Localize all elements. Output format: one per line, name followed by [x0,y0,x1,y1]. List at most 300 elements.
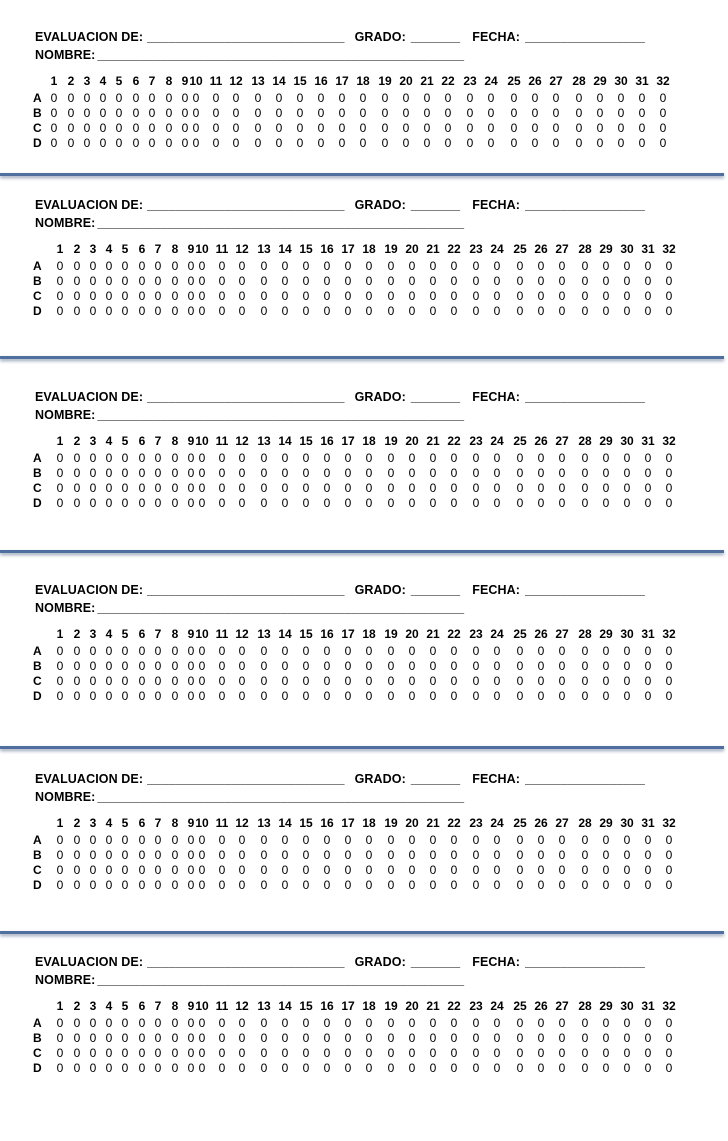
answer-bubble[interactable]: 0 [558,451,566,465]
answer-bubble[interactable]: 0 [493,1016,501,1030]
answer-bubble[interactable]: 0 [387,659,395,673]
answer-bubble[interactable]: 0 [581,481,589,495]
answer-bubble[interactable]: 0 [602,451,610,465]
answer-bubble[interactable]: 0 [187,451,195,465]
answer-bubble[interactable]: 0 [323,289,331,303]
answer-bubble[interactable]: 0 [105,1016,113,1030]
answer-bubble[interactable]: 0 [531,121,539,135]
answer-bubble[interactable]: 0 [154,848,162,862]
answer-bubble[interactable]: 0 [558,659,566,673]
answer-bubble[interactable]: 0 [516,289,524,303]
answer-bubble[interactable]: 0 [344,304,352,318]
answer-bubble[interactable]: 0 [365,1031,373,1045]
answer-bubble[interactable]: 0 [171,833,179,847]
answer-bubble[interactable]: 0 [238,466,246,480]
answer-bubble[interactable]: 0 [138,863,146,877]
answer-bubble[interactable]: 0 [281,848,289,862]
answer-bubble[interactable]: 0 [83,106,91,120]
answer-bubble[interactable]: 0 [302,848,310,862]
answer-bubble[interactable]: 0 [281,1016,289,1030]
answer-bubble[interactable]: 0 [558,878,566,892]
answer-bubble[interactable]: 0 [121,1061,129,1075]
answer-bubble[interactable]: 0 [558,644,566,658]
answer-bubble[interactable]: 0 [154,689,162,703]
answer-bubble[interactable]: 0 [644,481,652,495]
answer-bubble[interactable]: 0 [552,136,560,150]
answer-bubble[interactable]: 0 [359,121,367,135]
answer-bubble[interactable]: 0 [623,1031,631,1045]
answer-bubble[interactable]: 0 [429,289,437,303]
answer-bubble[interactable]: 0 [212,136,220,150]
answer-bubble[interactable]: 0 [187,274,195,288]
answer-bubble[interactable]: 0 [281,878,289,892]
answer-bubble[interactable]: 0 [665,304,673,318]
answer-bubble[interactable]: 0 [429,674,437,688]
answer-bubble[interactable]: 0 [121,481,129,495]
answer-bubble[interactable]: 0 [56,481,64,495]
answer-bubble[interactable]: 0 [105,451,113,465]
answer-bubble[interactable]: 0 [187,1016,195,1030]
fecha-blank[interactable]: _________________ [525,955,645,969]
answer-bubble[interactable]: 0 [198,1061,206,1075]
answer-bubble[interactable]: 0 [218,644,226,658]
answer-bubble[interactable]: 0 [429,1046,437,1060]
answer-bubble[interactable]: 0 [365,644,373,658]
answer-bubble[interactable]: 0 [218,1046,226,1060]
answer-bubble[interactable]: 0 [344,1016,352,1030]
answer-bubble[interactable]: 0 [73,259,81,273]
answer-bubble[interactable]: 0 [212,91,220,105]
answer-bubble[interactable]: 0 [148,121,156,135]
answer-bubble[interactable]: 0 [260,674,268,688]
answer-bubble[interactable]: 0 [450,878,458,892]
answer-bubble[interactable]: 0 [402,91,410,105]
answer-bubble[interactable]: 0 [171,1031,179,1045]
answer-bubble[interactable]: 0 [192,136,200,150]
answer-bubble[interactable]: 0 [89,466,97,480]
answer-bubble[interactable]: 0 [83,91,91,105]
answer-bubble[interactable]: 0 [344,1031,352,1045]
answer-bubble[interactable]: 0 [493,1061,501,1075]
answer-bubble[interactable]: 0 [323,466,331,480]
answer-bubble[interactable]: 0 [281,259,289,273]
answer-bubble[interactable]: 0 [510,121,518,135]
answer-bubble[interactable]: 0 [154,481,162,495]
answer-bubble[interactable]: 0 [165,106,173,120]
answer-bubble[interactable]: 0 [644,659,652,673]
answer-bubble[interactable]: 0 [623,1061,631,1075]
answer-bubble[interactable]: 0 [218,496,226,510]
answer-bubble[interactable]: 0 [450,289,458,303]
answer-bubble[interactable]: 0 [450,259,458,273]
answer-bubble[interactable]: 0 [516,451,524,465]
answer-bubble[interactable]: 0 [148,136,156,150]
answer-bubble[interactable]: 0 [516,674,524,688]
answer-bubble[interactable]: 0 [387,863,395,877]
answer-bubble[interactable]: 0 [602,481,610,495]
answer-bubble[interactable]: 0 [73,689,81,703]
answer-bubble[interactable]: 0 [638,121,646,135]
answer-bubble[interactable]: 0 [260,644,268,658]
answer-bubble[interactable]: 0 [254,106,262,120]
answer-bubble[interactable]: 0 [602,1031,610,1045]
answer-bubble[interactable]: 0 [187,689,195,703]
answer-bubble[interactable]: 0 [408,644,416,658]
answer-bubble[interactable]: 0 [121,644,129,658]
answer-bubble[interactable]: 0 [73,481,81,495]
answer-bubble[interactable]: 0 [198,274,206,288]
answer-bubble[interactable]: 0 [275,121,283,135]
answer-bubble[interactable]: 0 [429,863,437,877]
answer-bubble[interactable]: 0 [493,289,501,303]
nombre-blank[interactable]: ____________________________________________________ [97,601,465,615]
answer-bubble[interactable]: 0 [487,91,495,105]
answer-bubble[interactable]: 0 [302,659,310,673]
answer-bubble[interactable]: 0 [581,833,589,847]
answer-bubble[interactable]: 0 [56,451,64,465]
answer-bubble[interactable]: 0 [644,274,652,288]
answer-bubble[interactable]: 0 [429,833,437,847]
answer-bubble[interactable]: 0 [218,878,226,892]
answer-bubble[interactable]: 0 [493,1031,501,1045]
answer-bubble[interactable]: 0 [67,106,75,120]
answer-bubble[interactable]: 0 [623,259,631,273]
answer-bubble[interactable]: 0 [408,1031,416,1045]
answer-bubble[interactable]: 0 [73,1031,81,1045]
answer-bubble[interactable]: 0 [365,289,373,303]
answer-bubble[interactable]: 0 [450,274,458,288]
answer-bubble[interactable]: 0 [89,833,97,847]
answer-bubble[interactable]: 0 [665,481,673,495]
answer-bubble[interactable]: 0 [121,289,129,303]
answer-bubble[interactable]: 0 [238,1046,246,1060]
answer-bubble[interactable]: 0 [450,1016,458,1030]
answer-bubble[interactable]: 0 [602,878,610,892]
answer-bubble[interactable]: 0 [365,1061,373,1075]
answer-bubble[interactable]: 0 [67,121,75,135]
answer-bubble[interactable]: 0 [450,659,458,673]
answer-bubble[interactable]: 0 [218,466,226,480]
answer-bubble[interactable]: 0 [558,289,566,303]
answer-bubble[interactable]: 0 [254,136,262,150]
answer-bubble[interactable]: 0 [472,1046,480,1060]
answer-bubble[interactable]: 0 [602,466,610,480]
answer-bubble[interactable]: 0 [408,289,416,303]
answer-bubble[interactable]: 0 [516,1016,524,1030]
answer-bubble[interactable]: 0 [516,833,524,847]
answer-bubble[interactable]: 0 [387,1046,395,1060]
answer-bubble[interactable]: 0 [105,466,113,480]
answer-bubble[interactable]: 0 [302,644,310,658]
answer-bubble[interactable]: 0 [73,289,81,303]
answer-bubble[interactable]: 0 [187,878,195,892]
answer-bubble[interactable]: 0 [238,304,246,318]
answer-bubble[interactable]: 0 [602,863,610,877]
answer-bubble[interactable]: 0 [602,644,610,658]
answer-bubble[interactable]: 0 [581,304,589,318]
answer-bubble[interactable]: 0 [73,863,81,877]
answer-bubble[interactable]: 0 [105,1046,113,1060]
answer-bubble[interactable]: 0 [581,689,589,703]
answer-bubble[interactable]: 0 [581,274,589,288]
answer-bubble[interactable]: 0 [602,496,610,510]
answer-bubble[interactable]: 0 [408,259,416,273]
answer-bubble[interactable]: 0 [638,136,646,150]
answer-bubble[interactable]: 0 [623,481,631,495]
grado-blank[interactable]: _______ [410,390,461,404]
answer-bubble[interactable]: 0 [381,91,389,105]
answer-bubble[interactable]: 0 [154,1016,162,1030]
answer-bubble[interactable]: 0 [302,496,310,510]
answer-bubble[interactable]: 0 [281,1031,289,1045]
answer-bubble[interactable]: 0 [596,121,604,135]
evaluacion-blank[interactable]: ____________________________ [147,30,345,44]
answer-bubble[interactable]: 0 [302,1046,310,1060]
answer-bubble[interactable]: 0 [281,274,289,288]
answer-bubble[interactable]: 0 [429,466,437,480]
answer-bubble[interactable]: 0 [359,91,367,105]
answer-bubble[interactable]: 0 [154,1046,162,1060]
answer-bubble[interactable]: 0 [323,451,331,465]
answer-bubble[interactable]: 0 [50,106,58,120]
answer-bubble[interactable]: 0 [429,1016,437,1030]
answer-bubble[interactable]: 0 [472,878,480,892]
answer-bubble[interactable]: 0 [154,644,162,658]
answer-bubble[interactable]: 0 [537,496,545,510]
answer-bubble[interactable]: 0 [56,848,64,862]
answer-bubble[interactable]: 0 [537,274,545,288]
answer-bubble[interactable]: 0 [408,466,416,480]
answer-bubble[interactable]: 0 [623,659,631,673]
answer-bubble[interactable]: 0 [408,878,416,892]
answer-bubble[interactable]: 0 [56,289,64,303]
answer-bubble[interactable]: 0 [198,674,206,688]
answer-bubble[interactable]: 0 [623,1016,631,1030]
answer-bubble[interactable]: 0 [516,259,524,273]
answer-bubble[interactable]: 0 [659,91,667,105]
answer-bubble[interactable]: 0 [323,1031,331,1045]
answer-bubble[interactable]: 0 [558,1046,566,1060]
answer-bubble[interactable]: 0 [516,1046,524,1060]
answer-bubble[interactable]: 0 [429,274,437,288]
answer-bubble[interactable]: 0 [602,689,610,703]
answer-bubble[interactable]: 0 [171,304,179,318]
answer-bubble[interactable]: 0 [323,274,331,288]
answer-bubble[interactable]: 0 [187,674,195,688]
answer-bubble[interactable]: 0 [121,1016,129,1030]
answer-bubble[interactable]: 0 [617,121,625,135]
answer-bubble[interactable]: 0 [581,878,589,892]
answer-bubble[interactable]: 0 [105,848,113,862]
answer-bubble[interactable]: 0 [154,496,162,510]
answer-bubble[interactable]: 0 [429,304,437,318]
answer-bubble[interactable]: 0 [387,481,395,495]
answer-bubble[interactable]: 0 [198,1016,206,1030]
answer-bubble[interactable]: 0 [105,259,113,273]
answer-bubble[interactable]: 0 [73,848,81,862]
answer-bubble[interactable]: 0 [73,659,81,673]
answer-bubble[interactable]: 0 [429,689,437,703]
answer-bubble[interactable]: 0 [323,863,331,877]
answer-bubble[interactable]: 0 [531,136,539,150]
answer-bubble[interactable]: 0 [56,689,64,703]
answer-bubble[interactable]: 0 [154,833,162,847]
answer-bubble[interactable]: 0 [429,878,437,892]
answer-bubble[interactable]: 0 [121,451,129,465]
answer-bubble[interactable]: 0 [260,659,268,673]
answer-bubble[interactable]: 0 [198,644,206,658]
answer-bubble[interactable]: 0 [365,259,373,273]
answer-bubble[interactable]: 0 [198,848,206,862]
answer-bubble[interactable]: 0 [56,274,64,288]
answer-bubble[interactable]: 0 [323,1016,331,1030]
answer-bubble[interactable]: 0 [73,674,81,688]
answer-bubble[interactable]: 0 [365,848,373,862]
answer-bubble[interactable]: 0 [323,644,331,658]
answer-bubble[interactable]: 0 [121,259,129,273]
answer-bubble[interactable]: 0 [387,496,395,510]
answer-bubble[interactable]: 0 [516,481,524,495]
answer-bubble[interactable]: 0 [516,274,524,288]
answer-bubble[interactable]: 0 [121,674,129,688]
answer-bubble[interactable]: 0 [516,496,524,510]
answer-bubble[interactable]: 0 [138,274,146,288]
answer-bubble[interactable]: 0 [138,289,146,303]
answer-bubble[interactable]: 0 [423,121,431,135]
answer-bubble[interactable]: 0 [198,304,206,318]
answer-bubble[interactable]: 0 [472,833,480,847]
answer-bubble[interactable]: 0 [472,674,480,688]
answer-bubble[interactable]: 0 [56,674,64,688]
evaluacion-blank[interactable]: ____________________________ [147,772,345,786]
answer-bubble[interactable]: 0 [56,644,64,658]
fecha-blank[interactable]: _________________ [525,390,645,404]
answer-bubble[interactable]: 0 [56,1016,64,1030]
answer-bubble[interactable]: 0 [472,289,480,303]
answer-bubble[interactable]: 0 [623,289,631,303]
answer-bubble[interactable]: 0 [99,121,107,135]
answer-bubble[interactable]: 0 [323,689,331,703]
answer-bubble[interactable]: 0 [493,848,501,862]
answer-bubble[interactable]: 0 [154,304,162,318]
answer-bubble[interactable]: 0 [387,289,395,303]
answer-bubble[interactable]: 0 [581,451,589,465]
answer-bubble[interactable]: 0 [260,274,268,288]
answer-bubble[interactable]: 0 [138,674,146,688]
answer-bubble[interactable]: 0 [429,644,437,658]
answer-bubble[interactable]: 0 [198,689,206,703]
answer-bubble[interactable]: 0 [89,451,97,465]
answer-bubble[interactable]: 0 [154,878,162,892]
nombre-blank[interactable]: ____________________________________________________ [97,790,465,804]
answer-bubble[interactable]: 0 [365,451,373,465]
answer-bubble[interactable]: 0 [73,1061,81,1075]
answer-bubble[interactable]: 0 [232,106,240,120]
answer-bubble[interactable]: 0 [138,1061,146,1075]
answer-bubble[interactable]: 0 [344,496,352,510]
answer-bubble[interactable]: 0 [132,121,140,135]
answer-bubble[interactable]: 0 [581,1046,589,1060]
answer-bubble[interactable]: 0 [450,1046,458,1060]
answer-bubble[interactable]: 0 [198,863,206,877]
answer-bubble[interactable]: 0 [138,481,146,495]
fecha-blank[interactable]: _________________ [525,198,645,212]
answer-bubble[interactable]: 0 [558,466,566,480]
answer-bubble[interactable]: 0 [260,259,268,273]
answer-bubble[interactable]: 0 [387,1016,395,1030]
answer-bubble[interactable]: 0 [493,689,501,703]
answer-bubble[interactable]: 0 [558,1061,566,1075]
answer-bubble[interactable]: 0 [281,1046,289,1060]
answer-bubble[interactable]: 0 [115,136,123,150]
answer-bubble[interactable]: 0 [558,1031,566,1045]
answer-bubble[interactable]: 0 [423,106,431,120]
answer-bubble[interactable]: 0 [187,289,195,303]
answer-bubble[interactable]: 0 [192,121,200,135]
answer-bubble[interactable]: 0 [344,878,352,892]
answer-bubble[interactable]: 0 [121,466,129,480]
fecha-blank[interactable]: _________________ [525,583,645,597]
answer-bubble[interactable]: 0 [659,121,667,135]
answer-bubble[interactable]: 0 [218,659,226,673]
answer-bubble[interactable]: 0 [73,304,81,318]
answer-bubble[interactable]: 0 [198,1031,206,1045]
answer-bubble[interactable]: 0 [558,689,566,703]
answer-bubble[interactable]: 0 [665,466,673,480]
answer-bubble[interactable]: 0 [281,833,289,847]
answer-bubble[interactable]: 0 [56,304,64,318]
answer-bubble[interactable]: 0 [323,1046,331,1060]
answer-bubble[interactable]: 0 [83,121,91,135]
answer-bubble[interactable]: 0 [665,259,673,273]
answer-bubble[interactable]: 0 [121,878,129,892]
answer-bubble[interactable]: 0 [323,848,331,862]
answer-bubble[interactable]: 0 [89,848,97,862]
answer-bubble[interactable]: 0 [665,659,673,673]
answer-bubble[interactable]: 0 [444,91,452,105]
answer-bubble[interactable]: 0 [450,848,458,862]
answer-bubble[interactable]: 0 [198,481,206,495]
answer-bubble[interactable]: 0 [602,674,610,688]
answer-bubble[interactable]: 0 [537,451,545,465]
answer-bubble[interactable]: 0 [444,121,452,135]
answer-bubble[interactable]: 0 [121,496,129,510]
answer-bubble[interactable]: 0 [302,1031,310,1045]
answer-bubble[interactable]: 0 [387,848,395,862]
answer-bubble[interactable]: 0 [138,644,146,658]
answer-bubble[interactable]: 0 [344,259,352,273]
answer-bubble[interactable]: 0 [281,659,289,673]
answer-bubble[interactable]: 0 [89,659,97,673]
answer-bubble[interactable]: 0 [344,659,352,673]
answer-bubble[interactable]: 0 [596,91,604,105]
answer-bubble[interactable]: 0 [487,106,495,120]
answer-bubble[interactable]: 0 [365,863,373,877]
answer-bubble[interactable]: 0 [623,848,631,862]
answer-bubble[interactable]: 0 [281,689,289,703]
answer-bubble[interactable]: 0 [493,304,501,318]
answer-bubble[interactable]: 0 [450,644,458,658]
answer-bubble[interactable]: 0 [365,1016,373,1030]
answer-bubble[interactable]: 0 [56,259,64,273]
answer-bubble[interactable]: 0 [238,674,246,688]
answer-bubble[interactable]: 0 [281,496,289,510]
answer-bubble[interactable]: 0 [171,1061,179,1075]
answer-bubble[interactable]: 0 [472,304,480,318]
answer-bubble[interactable]: 0 [275,136,283,150]
answer-bubble[interactable]: 0 [89,259,97,273]
answer-bubble[interactable]: 0 [558,481,566,495]
